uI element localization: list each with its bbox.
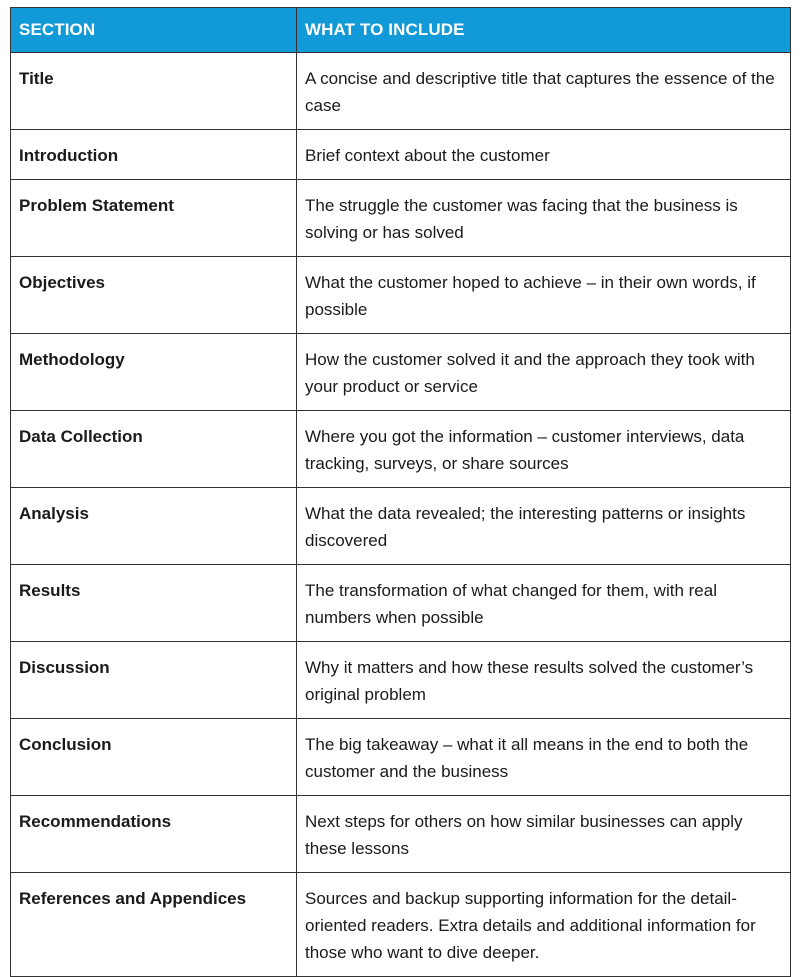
section-description: What the customer hoped to achieve – in their own words, if possible bbox=[297, 257, 791, 334]
section-label: Objectives bbox=[11, 257, 297, 334]
table-row bbox=[11, 130, 791, 180]
section-label: Conclusion bbox=[11, 719, 297, 796]
section-label: Problem Statement bbox=[11, 180, 297, 257]
table-row bbox=[11, 565, 791, 642]
section-description: A concise and descriptive title that captures the essence of the case bbox=[297, 53, 791, 130]
table-header-row bbox=[11, 8, 791, 53]
section-description: The struggle the customer was facing that the business is solving or has solved bbox=[297, 180, 791, 257]
section-label: Introduction bbox=[11, 130, 297, 180]
section-description: Sources and backup supporting information for the detail-oriented readers. Extra details and additional information for those who want to dive deeper. bbox=[297, 873, 791, 977]
table-row bbox=[11, 53, 791, 130]
section-description: Why it matters and how these results solved the customer’s original problem bbox=[297, 642, 791, 719]
section-label: Analysis bbox=[11, 488, 297, 565]
case-study-sections-table-wrapper bbox=[10, 7, 790, 977]
table-row bbox=[11, 873, 791, 977]
header-what-to-include: WHAT TO INCLUDE bbox=[297, 8, 791, 53]
table-row bbox=[11, 257, 791, 334]
section-description: Where you got the information – customer interviews, data tracking, surveys, or share sources bbox=[297, 411, 791, 488]
section-description: Next steps for others on how similar businesses can apply these lessons bbox=[297, 796, 791, 873]
section-description: Brief context about the customer bbox=[297, 130, 791, 180]
table-row bbox=[11, 642, 791, 719]
section-label: Recommendations bbox=[11, 796, 297, 873]
section-label: Methodology bbox=[11, 334, 297, 411]
section-description: What the data revealed; the interesting patterns or insights discovered bbox=[297, 488, 791, 565]
section-description: The big takeaway – what it all means in the end to both the customer and the business bbox=[297, 719, 791, 796]
table-row bbox=[11, 180, 791, 257]
section-description: The transformation of what changed for them, with real numbers when possible bbox=[297, 565, 791, 642]
section-label: Discussion bbox=[11, 642, 297, 719]
section-label: Data Collection bbox=[11, 411, 297, 488]
table-row bbox=[11, 411, 791, 488]
section-description: How the customer solved it and the approach they took with your product or service bbox=[297, 334, 791, 411]
table-row bbox=[11, 719, 791, 796]
section-label: Title bbox=[11, 53, 297, 130]
table-row bbox=[11, 334, 791, 411]
table-row bbox=[11, 488, 791, 565]
section-label: References and Appendices bbox=[11, 873, 297, 977]
section-label: Results bbox=[11, 565, 297, 642]
case-study-sections-table bbox=[10, 7, 791, 977]
table-row bbox=[11, 796, 791, 873]
header-section: SECTION bbox=[11, 8, 297, 53]
